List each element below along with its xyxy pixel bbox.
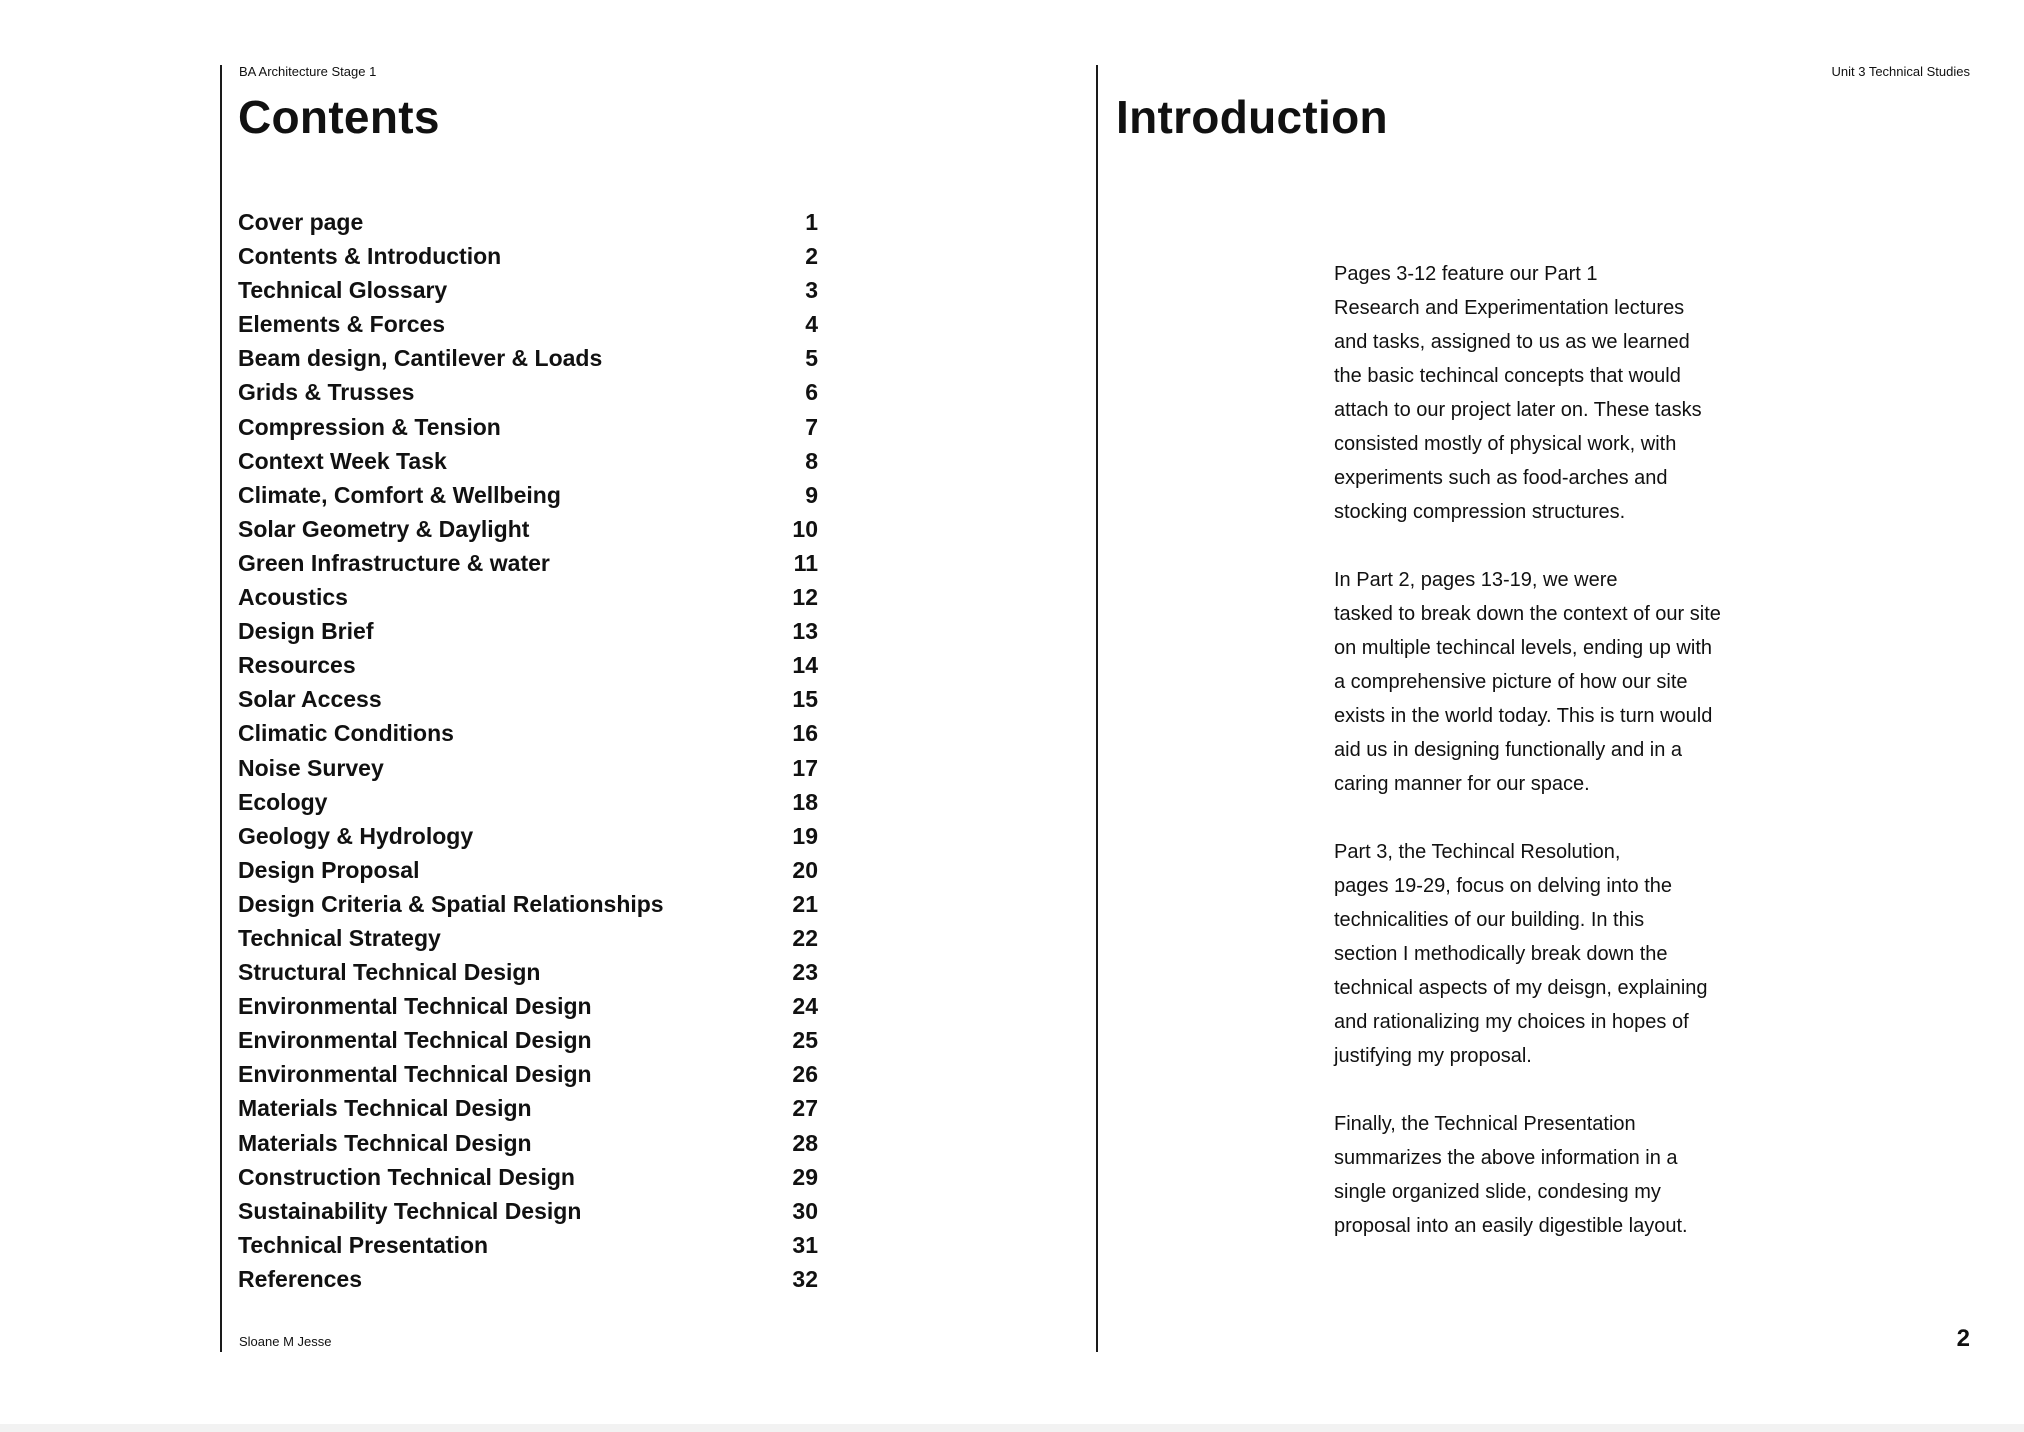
contents-entry-title: Design Proposal (238, 856, 420, 883)
contents-entry-title: Beam design, Cantilever & Loads (238, 345, 603, 372)
contents-entry-page: 24 (792, 993, 818, 1020)
contents-entry (238, 1091, 818, 1125)
contents-entry-page: 17 (792, 754, 818, 781)
contents-entry (238, 887, 818, 921)
contents-entry-title: Solar Access (238, 686, 382, 713)
contents-entry-title: Grids & Trusses (238, 379, 415, 406)
contents-entry-page: 23 (792, 959, 818, 986)
contents-entry-page: 14 (792, 652, 818, 679)
contents-entry (238, 1228, 818, 1262)
contents-entry-title: Cover page (238, 209, 364, 235)
contents-entry-page: 6 (805, 379, 818, 406)
contents-entry-page: 30 (792, 1197, 818, 1224)
contents-entry-title: Technical Presentation (238, 1231, 489, 1258)
contents-entry-title: Sustainability Technical Design (238, 1197, 582, 1224)
contents-entry-page: 28 (792, 1129, 818, 1156)
contents-entry (238, 819, 818, 853)
contents-entry-title: Solar Geometry & Daylight (238, 515, 530, 542)
contents-entry (238, 682, 818, 716)
contents-entry (238, 716, 818, 750)
viewer-bottom-edge (0, 1424, 2024, 1432)
introduction-paragraph: Pages 3-12 feature our Part 1 Research and Experimentation lectures and tasks, assigned to us as we learned the basic techincal concepts that would attach to our project later on. These tasks consisted mostly of physical work, with experiments such as food-arches and stocking compression structures. (1334, 263, 1702, 523)
contents-entry-title: Contents & Introduction (238, 243, 502, 270)
contents-entry (238, 751, 818, 785)
contents-entry-title: Noise Survey (238, 754, 384, 781)
contents-entry (238, 478, 818, 512)
contents-entry (238, 989, 818, 1023)
contents-entry-page: 20 (792, 856, 818, 883)
contents-entry-title: Climatic Conditions (238, 720, 454, 747)
contents-entry-page: 27 (792, 1095, 818, 1122)
contents-entry-title: Geology & Hydrology (238, 822, 474, 849)
course-header: BA Architecture Stage 1 (239, 64, 377, 79)
contents-entry (238, 614, 818, 648)
contents-entry-page: 26 (792, 1061, 818, 1088)
unit-header: Unit 3 Technical Studies (1831, 64, 1970, 79)
contents-entry (238, 205, 818, 239)
contents-entry-title: Green Infrastructure & water (238, 549, 550, 576)
contents-entry-page: 5 (805, 345, 818, 372)
contents-entry (238, 1262, 818, 1296)
contents-entry-title: Structural Technical Design (238, 959, 541, 986)
contents-entry-page: 13 (792, 618, 818, 645)
contents-entry-title: Compression & Tension (238, 413, 501, 440)
contents-entry-page: 3 (805, 277, 818, 304)
contents-entry-title: Acoustics (238, 584, 348, 611)
contents-entry-page: 18 (792, 788, 818, 815)
contents-entry-title: Climate, Comfort & Wellbeing (238, 481, 561, 508)
contents-entry-page: 22 (792, 924, 818, 951)
contents-list (238, 205, 818, 1296)
contents-entry-page: 12 (792, 584, 818, 611)
contents-entry (238, 921, 818, 955)
left-margin-rule (220, 65, 222, 1352)
contents-entry (238, 785, 818, 819)
contents-entry (238, 1160, 818, 1194)
contents-entry (238, 1057, 818, 1091)
contents-entry-page: 7 (805, 413, 818, 440)
contents-entry-page: 16 (792, 720, 818, 747)
contents-entry (238, 239, 818, 273)
contents-entry-page: 25 (792, 1027, 818, 1054)
contents-entry-page: 21 (792, 890, 818, 917)
contents-entry-page: 32 (792, 1265, 818, 1292)
center-divider-rule (1096, 65, 1098, 1352)
contents-entry-title: Ecology (238, 788, 328, 815)
contents-entry (238, 1126, 818, 1160)
contents-entry-page: 11 (793, 549, 818, 576)
page-number: 2 (1956, 1325, 1970, 1352)
contents-entry-page: 10 (792, 515, 818, 542)
contents-entry (238, 444, 818, 478)
contents-entry (238, 341, 818, 375)
contents-entry (238, 546, 818, 580)
contents-entry-title: Environmental Technical Design (238, 1027, 592, 1054)
contents-entry-page: 2 (805, 243, 818, 270)
contents-entry (238, 648, 818, 682)
contents-entry-title: Construction Technical Design (238, 1163, 575, 1190)
contents-entry-page: 15 (792, 686, 818, 713)
contents-entry-page: 8 (805, 447, 818, 474)
introduction-title: Introduction (1116, 91, 1388, 143)
contents-entry (238, 375, 818, 409)
contents-entry-title: Context Week Task (238, 447, 447, 474)
contents-entry-title: Resources (238, 652, 356, 679)
introduction-paragraph: Part 3, the Techincal Resolution, pages 19-29, focus on delving into the technicalities of our building. In this section I methodically break down the technical aspects of my deisgn, explaining and rationalizing my choices in hopes of justifying my proposal. (1334, 841, 1708, 1067)
contents-entry-page: 9 (805, 481, 818, 508)
contents-entry (238, 410, 818, 444)
contents-entry-title: Design Brief (238, 618, 374, 645)
contents-entry-title: Technical Strategy (238, 924, 441, 951)
contents-entry (238, 1023, 818, 1057)
contents-entry (238, 1194, 818, 1228)
contents-entry-title: References (238, 1265, 363, 1292)
contents-entry-page: 29 (792, 1163, 818, 1190)
introduction-paragraph: Finally, the Technical Presentation summarizes the above information in a single organized slide, condesing my proposal into an easily digestible layout. (1334, 1113, 1688, 1237)
contents-entry-title: Environmental Technical Design (238, 993, 592, 1020)
contents-entry-page: 4 (805, 311, 818, 338)
contents-entry-page: 31 (792, 1231, 818, 1258)
contents-entry-title: Technical Glossary (238, 277, 448, 304)
contents-entry (238, 580, 818, 614)
contents-entry-title: Materials Technical Design (238, 1095, 532, 1122)
contents-entry-title: Elements & Forces (238, 311, 446, 338)
contents-entry (238, 273, 818, 307)
contents-entry-page: 19 (792, 822, 818, 849)
contents-entry (238, 512, 818, 546)
introduction-paragraph: In Part 2, pages 13-19, we were tasked to break down the context of our site on multiple techincal levels, ending up with a comprehensive picture of how our site exists in the world today. This is turn would aid us in designing functionally and in a caring manner for our space. (1334, 569, 1721, 795)
contents-entry (238, 853, 818, 887)
introduction-body (1334, 257, 1764, 1277)
contents-entry-title: Design Criteria & Spatial Relationships (238, 890, 664, 917)
author-footer: Sloane M Jesse (239, 1334, 332, 1349)
contents-entry (238, 307, 818, 341)
contents-entry-title: Materials Technical Design (238, 1129, 532, 1156)
contents-entry (238, 955, 818, 989)
contents-entry-page: 1 (805, 209, 818, 235)
contents-entry-title: Environmental Technical Design (238, 1061, 592, 1088)
contents-title: Contents (238, 91, 440, 143)
